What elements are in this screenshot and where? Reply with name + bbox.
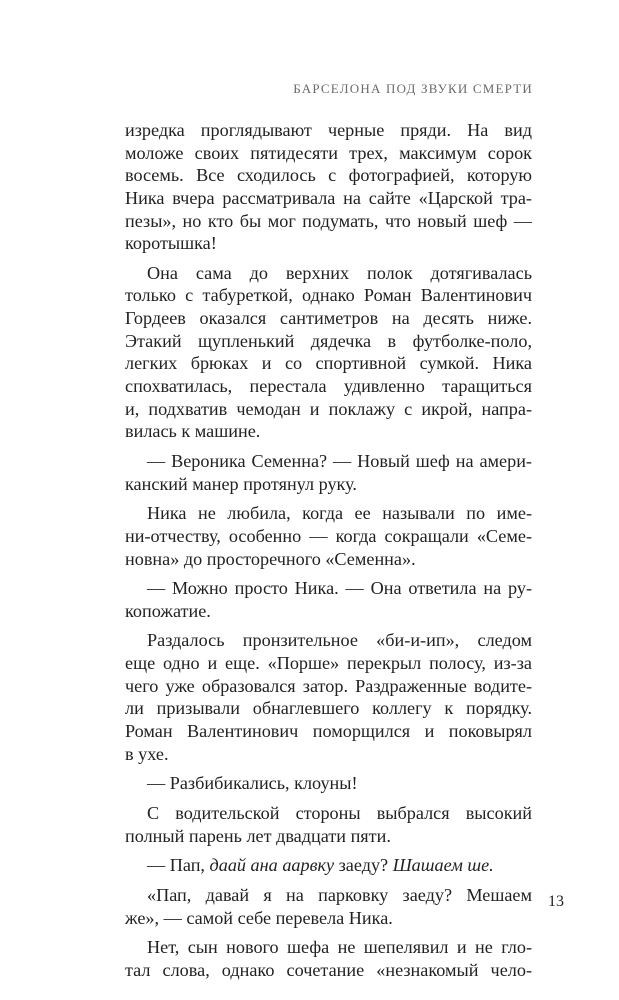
text-line: Раздалось пронзительное «би-и-ип», следом bbox=[147, 630, 532, 651]
text-line: — Можно просто Ника. — Она ответила на ру- bbox=[147, 578, 532, 599]
text-line: тал слова, однако сочетание «незнакомый чело- bbox=[125, 959, 532, 980]
text-line: Роман Валентинович поморщился и поковырял bbox=[125, 721, 532, 742]
running-head: БАРСЕЛОНА ПОД ЗВУКИ СМЕРТИ bbox=[293, 81, 533, 96]
text-line: пезы», но кто бы мог подумать, что новый шеф — bbox=[125, 210, 532, 231]
italic-speech: даай ана аарвку bbox=[209, 855, 335, 876]
text-line: коротышка! bbox=[125, 233, 217, 254]
text-line: полный парень лет двадцати пяти. bbox=[125, 825, 391, 846]
text-line: Ника вчера рассматривала на сайте «Царской тра- bbox=[125, 187, 532, 208]
text-line: еще одно и еще. «Порше» перекрыл полосу, из-за bbox=[125, 653, 532, 674]
text-line: канский манер протянул руку. bbox=[125, 473, 357, 494]
text-line: чего уже образовался затор. Раздраженные водите- bbox=[125, 675, 532, 696]
text-line: Нет, сын нового шефа не шепелявил и не гло- bbox=[147, 937, 532, 958]
text-line: новна» до просторечного «Семенна». bbox=[125, 548, 416, 569]
text-line: Этакий щупленький дядечка в футболке-поло, bbox=[125, 330, 532, 351]
text-line: восемь. Все сходилось с фотографией, которую bbox=[125, 165, 532, 186]
text-line: спохватилась, перестала удивленно таращиться bbox=[125, 376, 532, 397]
text-line: только с табуреткой, однако Роман Валентинович bbox=[125, 285, 532, 306]
text-line: ли призывали обнаглевшего коллегу к порядку. bbox=[125, 698, 532, 719]
text-line: Гордеев оказался сантиметров на десять ниже. bbox=[125, 308, 532, 329]
text-line: изредка проглядывают черные пряди. На вид bbox=[125, 120, 532, 140]
text-line: — Вероника Семенна? — Новый шеф на амери- bbox=[147, 450, 532, 471]
text-line: в ухе. bbox=[125, 743, 169, 764]
text-line: вилась к машине. bbox=[125, 421, 261, 442]
text-line: же», — самой себе перевела Ника. bbox=[125, 907, 393, 928]
text-line: — Пап, даай ана аарвку заеду? Шашаем ше. bbox=[147, 855, 494, 876]
italic-speech: Шашаем ше. bbox=[392, 855, 494, 876]
text-line: С водительской стороны выбрался высокий bbox=[147, 802, 532, 823]
text-line: — Разбибикались, клоуны! bbox=[147, 773, 358, 794]
text-line: моложе своих пятидесяти трех, максимум сорок bbox=[125, 142, 532, 163]
page-number: 13 bbox=[548, 893, 564, 910]
text-line: копожатие. bbox=[125, 600, 211, 621]
text-line: легких брюках и со спортивной сумкой. Ника bbox=[125, 353, 532, 374]
body-text bbox=[125, 119, 532, 981]
text-line: Ника не любила, когда ее называли по име- bbox=[147, 503, 532, 524]
text-line: и, подхватив чемодан и поклажу с икрой, напра- bbox=[125, 398, 532, 419]
text-line: ни-отчеству, особенно — когда сокращали «Семе- bbox=[125, 525, 532, 546]
text-line: Она сама до верхних полок дотягивалась bbox=[147, 262, 532, 283]
text-line: «Пап, давай я на парковку заеду? Мешаем bbox=[147, 884, 532, 905]
